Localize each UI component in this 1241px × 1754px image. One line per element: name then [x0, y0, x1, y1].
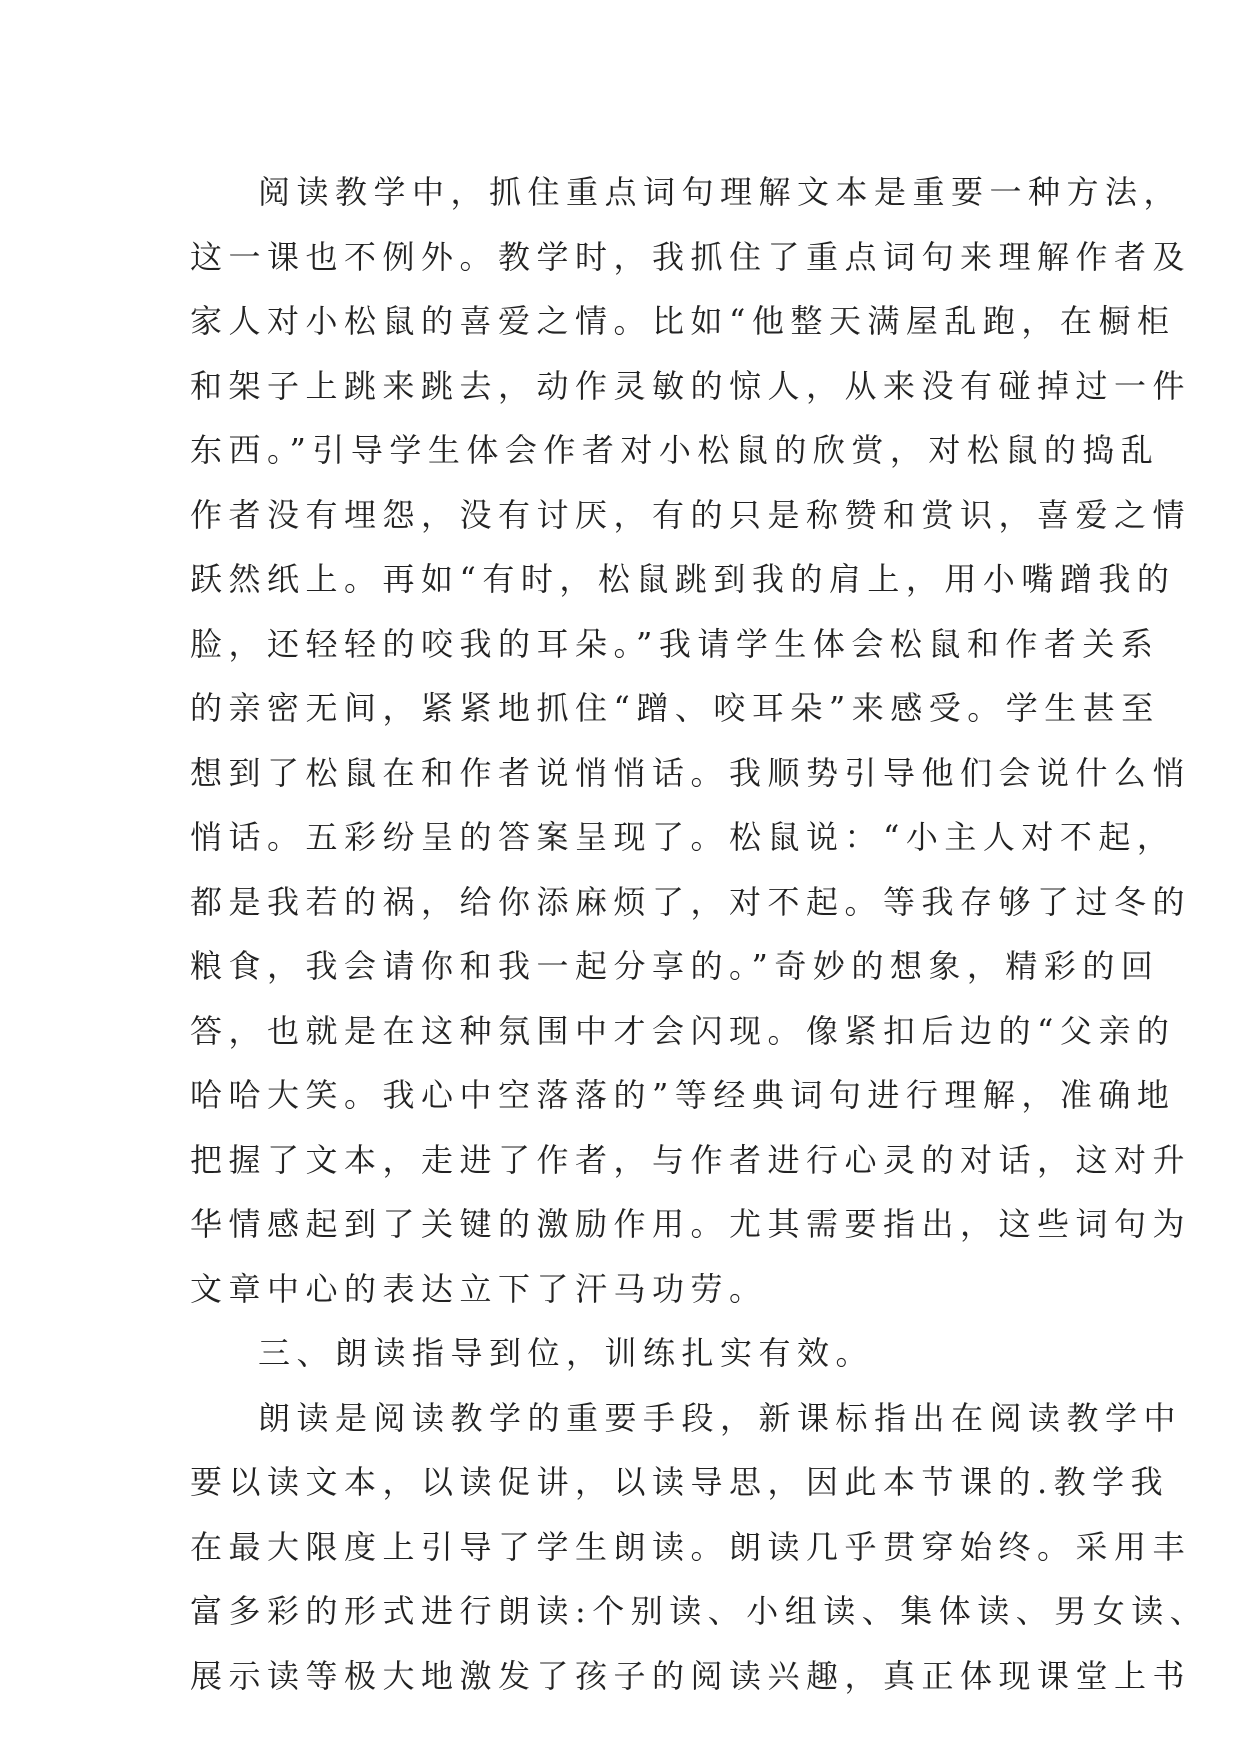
heading-line: 三、朗读指导到位，训练扎实有效。	[258, 1334, 875, 1372]
section-heading	[190, 1321, 1060, 1386]
text-line: 粮食，我会请你和我一起分享的。”奇妙的想象，精彩的回	[190, 947, 1160, 985]
text-line: 脸，还轻轻的咬我的耳朵。”我请学生体会松鼠和作者关系	[190, 624, 1160, 663]
text-line: 想到了松鼠在和作者说悄悄话。我顺势引导他们会说什么悄	[190, 753, 1192, 792]
text-line: 哈哈大笑。我心中空落落的”等经典词句进行理解，准确地	[190, 1076, 1176, 1114]
text-line: 华情感起到了关键的激励作用。尤其需要指出，这些词句为	[190, 1205, 1192, 1243]
text-line: 家人对小松鼠的喜爱之情。比如“他整天满屋乱跑，在橱柜	[190, 302, 1176, 340]
paragraph-3	[190, 1386, 1209, 1709]
text-line: 在最大限度上引导了学生朗读。朗读几乎贯穿始终。采用丰	[190, 1527, 1192, 1566]
text-line: 答，也就是在这种氛围中才会闪现。像紧扣后边的“父亲的	[190, 1011, 1176, 1050]
text-line: 作者没有埋怨，没有讨厌，有的只是称赞和赏识，喜爱之情	[190, 495, 1192, 534]
text-line: 这一课也不例外。教学时，我抓住了重点词句来理解作者及	[190, 237, 1192, 276]
text-line: 把握了文本，走进了作者，与作者进行心灵的对话，这对升	[190, 1140, 1192, 1179]
text-line: 要以读文本，以读促讲，以读导思，因此本节课的.教学我	[190, 1463, 1170, 1501]
paragraph-1	[190, 160, 1192, 1321]
text-line: 跃然纸上。再如“有时，松鼠跳到我的肩上，用小嘴蹭我的	[190, 560, 1176, 598]
text-line: 的亲密无间，紧紧地抓住“蹭、咬耳朵”来感受。学生甚至	[190, 689, 1160, 727]
document-page	[190, 160, 1209, 1708]
text-line: 富多彩的形式进行朗读:个别读、小组读、集体读、男女读、	[190, 1592, 1209, 1630]
text-line: 阅读教学中，抓住重点词句理解文本是重要一种方法，	[258, 173, 1183, 211]
text-line: 展示读等极大地激发了孩子的阅读兴趣，真正体现课堂上书	[190, 1656, 1192, 1695]
text-line: 文章中心的表达立下了汗马功劳。	[190, 1269, 768, 1308]
text-line: 和架子上跳来跳去，动作灵敏的惊人，从来没有碰掉过一件	[190, 366, 1192, 405]
text-line: 东西。”引导学生体会作者对小松鼠的欣赏，对松鼠的捣乱	[190, 431, 1160, 469]
text-line: 悄话。五彩纷呈的答案呈现了。松鼠说：“小主人对不起，	[190, 818, 1176, 856]
text-line: 朗读是阅读教学的重要手段，新课标指出在阅读教学中	[258, 1398, 1183, 1437]
text-line: 都是我若的祸，给你添麻烦了，对不起。等我存够了过冬的	[190, 882, 1192, 921]
